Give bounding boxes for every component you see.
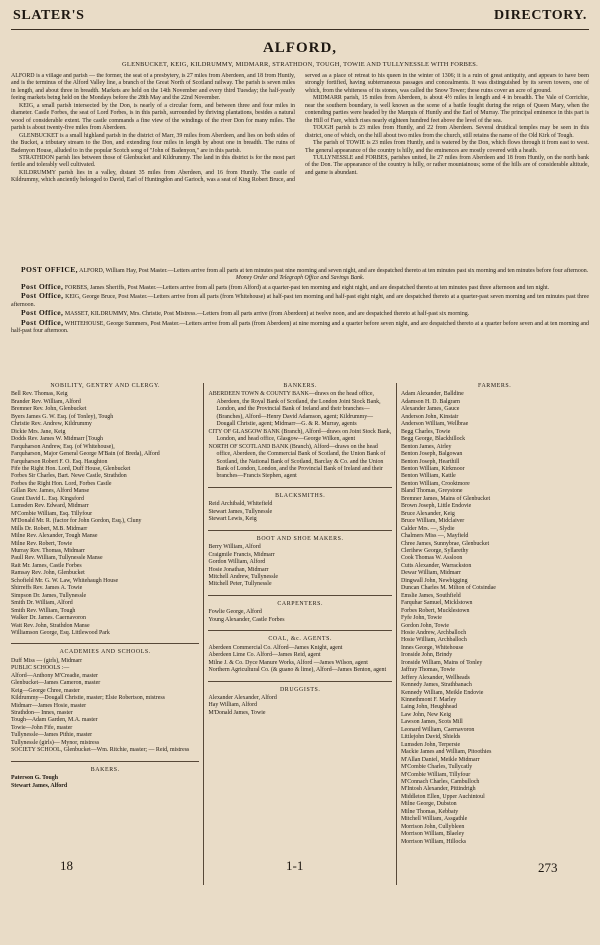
directory-entry: Lawson James, Scots Mill [400,719,463,726]
directory-entry: Gordon John, Towie [400,622,450,629]
directory-entry: Paull Rev. William, Tullynessle Manse [11,555,103,562]
intro-paragraph: KILDRUMMY parish lies in a valley, distant 35 miles from Aberdeen, and 16 from Huntly. The castle of Kildrummy, which anciently belonged to David, Earl of Huntingdon and Garioch, was a seat of King Robert Bruce, and served as a place of retreat to his queen in the winter of 1306; it is a ruin of great antiquity, and appears to have been strongly fortified, having subterraneous passages and concealments. It was distinguished by its seven towers, one of which, from the whiteness of its stones, was called the Snow Tower; these ruins cover an acre of ground. [11,73,589,184]
section-heading: NOBILITY, GENTRY AND CLERGY. [50,383,161,389]
intro-text [11,73,589,263]
directory-entry: Adam Alexander, Balldine [400,391,464,398]
post-notice-text: ALFORD, William Hay, Post Master.—Letters arrive from all parts at ten minutes past nine morning and seven night, and are despatched thereto at ten minutes past six morning and ten minutes before four afternoon. [79,268,589,274]
directory-entry: Midmarr—James Hosie, master [11,702,87,709]
directory-entry: Murray Rev. Thomas, Midmarr [11,547,85,554]
directory-entry: Stewart James, Alford [11,782,68,789]
directory-entry: Cook Thomas W. Assloon [400,555,463,562]
directory-entry: Calder Mrs. —, Slydie [400,525,455,532]
directory-entry: Innes George, Whitehouse [400,644,464,651]
section-heading: BLACKSMITHS. [208,487,391,501]
post-notice-text: FORBES, James Sheriffs, Post Master.—Letters arrive from all parts (from Alford) at a quarter-past ten morning and eight night, and are despatched thereto at ten minutes past three afternoon and ten night. [64,284,550,291]
directory-entry: Alford—Anthony M'Creadie, master [11,672,98,679]
directory-entry: Dingwall John, Newbigging [400,577,468,584]
post-office-notices [11,266,589,336]
page-footer [0,858,600,888]
directory-entry: Cutts Alexander, Warrackston [400,562,472,569]
directory-entry: Morrison William, Blaeley [400,831,465,838]
directory-entry: Simpson Dr. James, Tullynessle [11,592,87,599]
directory-entry: Emslie James, Southfield [400,592,461,599]
directory-entry: Mitchell William, Assgathle [400,816,468,823]
directory-entry: Hay William, Alford [208,702,258,709]
directory-entry: Milne Rev. Robert, Towie [11,540,73,547]
directory-entry: M'Combie Charles, Tullycatly [400,764,473,771]
directory-entry: Benton William, Kirkmoor [400,465,465,472]
directory-entry: Adamson H. D. Balgrarn [400,398,460,405]
section-heading: BAKERS. [11,761,199,775]
directory-entry: Gordon William, Alford [208,559,266,566]
directory-entry: Morrison William, Hillocks [400,838,467,845]
directory-entry: Farquharson, Major General George M'Bain (of Breda), Alford [11,451,160,458]
intro-paragraph: ALFORD is a village and parish — the former, the seat of a presbytery, is 27 miles from Aberdeen, and 18 from Huntly, and is the terminus of the Alford Valley line, a branch of the Great North of Scotland railway. The parish is seven miles in length, and about three in breadth. Markets are held on the 14th November and every third Tuesday; the half-yearly feeing markets being held on the Mondays before the 28th May and the 22nd November. [11,73,295,102]
directory-entry: Berry William, Alford [208,544,261,551]
directory-entry: NORTH OF SCOTLAND BANK (Branch), Alford—draws on the head office, Aberdeen, the Commercial Bank of Scotland, the Union Bank of Scotland, the National Bank of Scotland, Barclay & Co. and the Union Bank of London, London, and the Provincial Bank of Ireland and their branches—Francis Stephen, agent [208,443,386,480]
post-notice-heading: Post Office, [21,281,64,291]
directory-entry: Littlejohn David, Shields [400,734,461,741]
running-header [11,8,589,30]
section-heading: CARPENTERS. [208,595,391,609]
directory-entry: Brown Joseph, Little Endovie [400,503,472,510]
directory-entry: Brander Rev. William, Alford [11,398,81,405]
directory-entry: Bremner Rev. John, Glenbucket [11,406,87,413]
directory-entry: Farquhar Samuel, Micklstown [400,600,473,607]
directory-entry: Gillan Rev. James, Alford Manse [11,488,90,495]
directory-entry: M'Combie William, Tillyfour [400,771,471,778]
directory-columns [11,383,589,885]
directory-entry: Hosie Jonathan, Midmarr [208,566,269,573]
directory-entry: Watt Rev. John, Strathdon Manse [11,622,90,629]
directory-entry: Milne George, Dubston [400,801,457,808]
directory-entry: Young Alexander, Castle Forbes [208,616,285,623]
directory-entry: Rait Mr. James, Castle Forbes [11,562,82,569]
directory-entry: PUBLIC SCHOOLS :— [11,665,70,672]
post-notice-heading: Post Office, [21,317,64,327]
directory-entry: Strathdon— Innes, master [11,710,73,717]
directory-entry: Northern Agricultural Co. (& guano & lime), Alford—James Benton, agent [208,667,387,674]
directory-entry: Middleton Ellen, Upper Auchintoul [400,793,485,800]
directory-entry: Forbes Robert, Mucklestown [400,607,470,614]
post-notice [11,292,589,309]
page-title: ALFORD, [262,40,338,56]
intro-paragraph: TULLYNESSLE and FORBES, parishes united, lie 27 miles from Aberdeen and 18 from Huntly, on the north bank of the Don. The appearance of the country is hilly, or rather mountainous; some of the hills are of considerable altitude, and game is abundant. [305,154,589,176]
directory-entry: Laing John, Heughhead [400,704,458,711]
post-notice-text: KEIG, George Bruce, Post Master.—Letters arrive from all parts (from Whitehouse) at half-past ten morning and half-past eight night, and are despatched thereto at a quarter-past seven morning and ten minutes past three afternoon. [11,294,589,308]
section-heading: BOOT AND SHOE MAKERS. [208,530,391,544]
post-notice [11,319,589,336]
directory-entry: M'Donald Mr. R. (factor for John Gordon, Esq.), Cluny [11,518,142,525]
directory-entry: Ironside John, Brindy [400,652,453,659]
intro-paragraph: STRATHDON parish lies between those of Glenbucket and Kildrummy. The land in this district is for the most part fertile and tolerably well cultivated. [11,154,295,169]
directory-entry: Mackie James and William, Pitoothies [400,749,492,756]
directory-entry: Bruce Alexander, Keig [400,510,455,517]
directory-entry: Glenbucket—James Cameron, master [11,680,101,687]
directory-entry: Kinnethmont F. Marley [400,697,457,704]
directory-entry: Law John, New Keig [400,711,451,718]
directory-entry: M'Intosh Alexander, Pittindrigh [400,786,476,793]
directory-entry: Kennedy James, Strathbanach [400,682,472,689]
directory-entry: Clerihew George, Syllarethy [400,547,469,554]
post-notice-text: WHITEHOUSE, George Summers, Post Master.—Letters arrive from all parts (from Aberdeen) at nine morning and a quarter before seven night, and are despatched thereto at a quarter before seven and at ten morning and half-past four afternoon. [11,320,589,335]
directory-entry: Milne Thomas, Kebbaty [400,808,459,815]
directory-entry: Christie Rev. Andrew, Kildrummy [11,421,92,428]
directory-entry: Tullynessle—James Pithie, master [11,732,93,739]
directory-entry: Chree James, Sunnybrae, Glenbucket [400,540,490,547]
directory-entry: Benton James, Airley [400,443,452,450]
directory-entry: Dewar William, Midmarr [400,570,461,577]
post-notice-text: MASSET, KILDRUMMY, Mrs. Christie, Post Mistress.—Letters from all parts arrive (from Aberdeen) at twelve noon, and are despatched thereto at half-past six morning. [64,311,470,318]
section-heading: DRUGGISTS. [208,681,391,695]
directory-entry: Begg George, Blackhillock [400,436,466,443]
directory-entry: Craigmile Francis, Midmarr [208,551,275,558]
directory-entry: Forbes the Right Hon. Lord, Forbes Castle [11,480,112,487]
directory-entry: Duncan Charles M. Milton of Cotsindae [400,585,496,592]
directory-entry: Grant David L. Esq. Kingsford [11,495,84,502]
section-heading: ACADEMIES AND SCHOOLS. [11,643,199,657]
directory-entry: Mills Dr. Robert, M.B. Midmarr [11,525,88,532]
directory-entry: Kildrummy—Dougall Christie, master; Elsie Robertson, mistress [11,695,165,702]
footer-page-number: 273 [538,860,558,875]
directory-entry: Aberdeen Commercial Co. Alford—James Knight, agent [208,644,343,651]
directory-entry: Williamson George, Esq. Littlewood Park [11,629,110,636]
directory-entry: Mitchell Andrew, Tullynessle [208,573,278,580]
directory-entry: Schofield Mr. G. W. Law, Whitehaugh House [11,577,119,584]
directory-entry: Bruce William, Midclaiver [400,518,465,525]
directory-entry: Smith Dr. William, Alford [11,600,73,607]
directory-entry: Tullynessle (girls)— Mynor, mistress [11,739,100,746]
section-heading: COAL, &c. AGENTS. [208,630,391,644]
directory-entry: M'Allan Daniel, Meikle Midmarr [400,756,480,763]
intro-paragraph: MIDMARR parish, 15 miles from Aberdeen, is about 4½ miles in length and 4 in breadth. The Vale of Corrichie, near the southern boundary, is well known as the scene of a battle fought during the reign of Queen Mary, when the contending parties were headed by the Marquis of Huntly and the Earl of Murray. The principal eminence in this part is the Hill of Fare, which rises nearly eighteen hundred feet above the level of the sea. [305,95,589,124]
post-notice [11,275,589,282]
intro-paragraph: KEIG, a small parish intersected by the Don, is nearly of a circular form, and between three and four miles in diameter. Castle Forbes, the seat of Lord Forbes, is in this parish, surrounded by thriving plantations, besides a natural wood of considerable extent. The castle commands a fine view of the windings of the river Don for many miles. The parish is about twenty-five miles from Aberdeen. [11,102,295,132]
page-subtitle: GLENBUCKET, KEIG, KILDRUMMY, MIDMARR, STRATHDON, TOUGH, TOWIE AND TULLYNESSLE WITH FORBES. [122,61,478,68]
directory-entry: Milne J. & Co. Dyce Manure Works, Alford —James Wilson, agent [208,659,368,666]
directory-entry: Tough—Adam Garden, M.A. master [11,717,98,724]
directory-entry: Duff Miss — (girls), Midmarr [11,657,83,664]
directory-entry: Byers James G. W. Esq. (of Tonley), Tough [11,413,114,420]
post-notice-heading: Post Office, [21,291,64,301]
directory-entry: Shirreffs Rev. James A. Towie [11,585,83,592]
directory-entry: Benton Joseph, Balgowan [400,451,463,458]
directory-entry: Stewart James, Tullynessle [208,508,273,515]
directory-entry: Lumsden John, Terpersie [400,741,461,748]
footer-center-number: 1-1 [286,858,304,873]
header-right: DIRECTORY. [493,8,587,23]
directory-entry: Anderson John, Kinstair [400,413,459,420]
section-heading: FARMERS. [478,383,512,389]
directory-entry: Bremner James, Mains of Glenbucket [400,495,491,502]
directory-entry: Bell Rev. Thomas, Keig [11,391,68,398]
directory-entry: Anderson William, Wellbrae [400,421,469,428]
directory-entry: Chalmers Miss —, Mayfield [400,533,469,540]
directory-entry: Walker Dr. James. Caernavoron [11,615,86,622]
directory-entry: Paterson G. Tough [11,775,58,782]
directory-entry: Alexander James, Gauce [400,406,460,413]
intro-paragraph: The parish of TOWIE is 23 miles from Huntly, and is watered by the Don, which flows through it from east to west. The general appearance of the country is hilly, and the eminences are mostly covered with a heath. [305,140,589,154]
directory-entry: Kennedy William, Meikle Endovie [400,689,484,696]
directory-entry: Jaffray Thomas, Towie [400,667,456,674]
directory-entry: Lumsden Rev. Edward, Midmarr [11,503,89,510]
section-heading: BANKERS. [283,383,318,389]
post-notice-heading: Post Office, [21,308,64,318]
directory-entry: Morrison John, Cullybleen [400,823,465,830]
directory-entry: Dodds Rev. James W. Midmarr [Tough [11,436,103,443]
directory-entry: Benton William, Crooktmore [400,480,470,487]
column-right [396,383,588,885]
directory-entry: Begg Charles, Towie [400,428,451,435]
directory-entry: Forbes Sir Charles, Bart. Newe Castle, Strathdon [11,473,127,480]
directory-entry: Smith Rev. William, Tough [11,607,76,614]
directory-entry: Ramsay Rev. John, Glenbucket [11,570,85,577]
directory-entry: Hosie Andrew, Archballoch [400,629,467,636]
column-middle [203,383,395,885]
directory-entry: Dickie Mrs. Jane, Keig [11,428,66,435]
directory-entry: Benton Joseph, Hearthill [400,458,460,465]
directory-entry: CITY OF GLASGOW BANK (Branch), Alford—draws on Joint Stock Bank, London, and head office, Glasgow—George Wilken, agent [208,428,392,443]
directory-entry: M'Connach Charles, Cambulloch [400,779,480,786]
directory-entry: M'Donald James, Towie [208,709,266,716]
directory-entry: Mitchell Peter, Tullynessle [208,581,272,588]
directory-entry: Leonard William, Caernavoron [400,726,475,733]
intro-paragraph: GLENBUCKET is a small highland parish in the district of Marr, 39 miles from Aberdeen, and lies on both sides of the Bucket, a tributary stream to the Don, and extending four miles in length by about one in breadth. The ruins of Badenyon House, alluded to in the popular Scotch song of "John of Badenyon," are in this parish. [11,132,295,154]
directory-entry: Towie—John Fife, master [11,724,73,731]
post-notice [11,309,589,318]
footer-left-number: 18 [60,858,73,873]
directory-entry: Reid Archibald, Whitefield [208,501,273,508]
directory-entry: Alexander Alexander, Alford [208,694,277,701]
directory-entry: Farquharson Robert F. O. Esq. Haughton [11,458,108,465]
directory-entry: Bland Thomas, Greystone [400,488,463,495]
column-left [11,383,203,885]
directory-entry: Keig—George Chree, master [11,687,80,694]
header-left: SLATER'S [13,8,85,23]
directory-entry: Ironside William, Mains of Tonley [400,659,483,666]
directory-entry: Milne Rev. Alexander, Tough Manse [11,533,98,540]
directory-entry: Jeffery Alexander, Wellheads [400,674,470,681]
directory-entry: M'Combie William, Esq. Tillyfour [11,510,93,517]
directory-entry: Farquharson Andrew, Esq. (of Whitehouse), [11,443,115,450]
directory-entry: Hosie William, Archballoch [400,637,467,644]
post-notice-heading: POST OFFICE, [21,266,78,274]
post-notice [11,283,589,292]
directory-entry: Stewart Lewis, Keig [208,516,257,523]
directory-entry: Benton William, Kattle [400,473,456,480]
directory-entry: ABERDEEN TOWN & COUNTY BANK—draws on the head office, Aberdeen, the Royal Bank of Scotland, the London Joint Stock Bank, London, and the Provincial Bank of Ireland and their branches—(Branches), Alford—Henry David Adamson, agent; Kildrummy—Dougall Christie, agent; Midmarr—G. & R. Murray, agents [208,391,381,428]
post-notice-text: Money Order and Telegraph Office and Savings Bank. [235,275,365,282]
directory-entry: Fyfe John, Towie [400,615,442,622]
directory-entry: Aberdeen Lime Co. Alford—James Reid, agent [208,652,321,659]
directory-entry: SOCIETY SCHOOL, Glenbucket—Wm. Ritchie, master; — Reid, mistress [11,747,190,754]
directory-entry: Fife the Right Hon. Lord, Duff House, Glenbucket [11,465,131,472]
intro-paragraph: TOUGH parish is 23 miles from Huntly, and 22 from Aberdeen. Several druidical temples may be seen in this district, one of which, on the hill about two miles from the church, still retains the name of the Old Kirk of Tough. [305,125,589,139]
directory-entry: Fowlie George, Alford [208,609,262,616]
